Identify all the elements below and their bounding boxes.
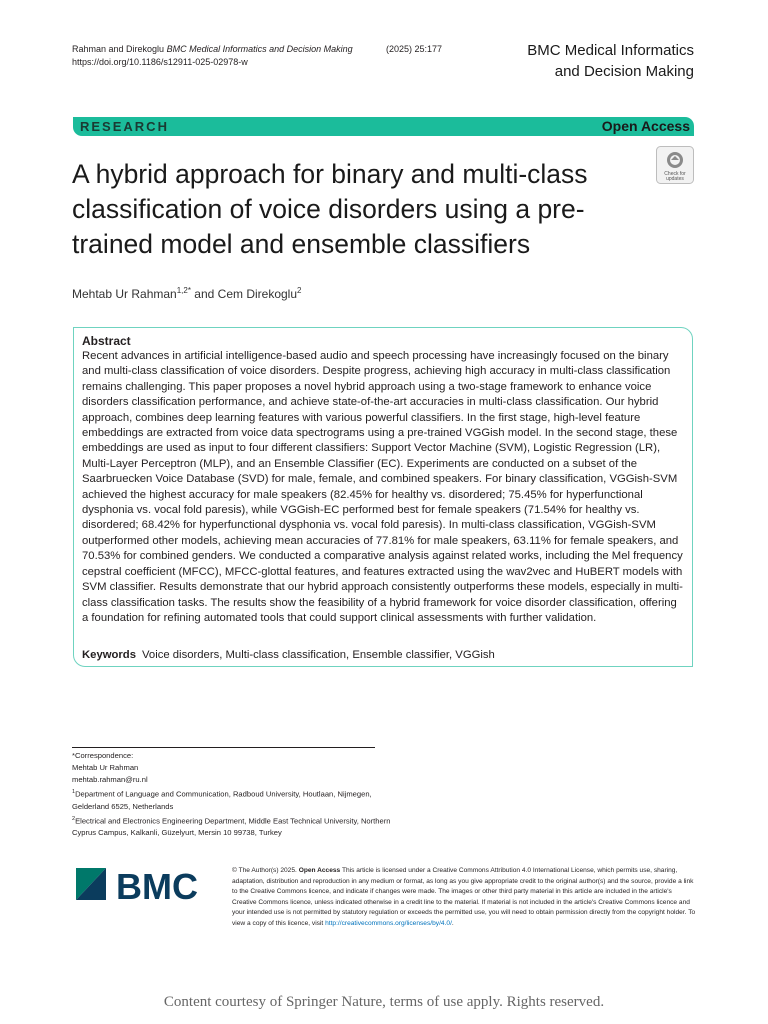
running-header xyxy=(72,43,353,69)
correspondence-name: Mehtab Ur Rahman xyxy=(72,763,139,772)
header-authors: Rahman and Direkoglu xyxy=(72,44,165,54)
section-label: RESEARCH xyxy=(80,119,169,134)
journal-name xyxy=(474,40,694,82)
license-prefix: © The Author(s) 2025. xyxy=(232,867,299,874)
author-2-affiliation: 2 xyxy=(297,286,302,295)
keywords-list: Voice disorders, Multi-class classification, Ensemble classifier, VGGish xyxy=(142,649,495,661)
open-access-label: Open Access xyxy=(601,118,690,134)
footnotes xyxy=(72,750,392,839)
license-open-access: Open Access xyxy=(298,867,341,874)
journal-name-line1: BMC Medical Informatics xyxy=(527,42,694,59)
journal-name-line2: and Decision Making xyxy=(554,63,694,80)
affiliation-2 xyxy=(72,813,392,840)
license-body: This article is licensed under a Creative Commons Attribution 4.0 International License, which permits use, sharing, adaptation, distribution and reproduction in any medium or format, as long as you give appropriate credit to the original author(s) and the source, provide a link to the Creative Commons licence, and indicate if changes were made. The images or other third party material in this article are included in the article's Creative Commons licence, unless indicated otherwise in a credit line to the material. If material is not included in the article's Creative Commons licence and your intended use is not permitted by statutory regulation or exceeds the permitted use, you will need to obtain permission directly from the copyright holder. To view a copy of this licence, visit xyxy=(232,867,696,927)
correspondence-label: *Correspondence: xyxy=(72,751,134,760)
check-updates-icon xyxy=(656,146,694,184)
keywords xyxy=(82,648,684,663)
courtesy-notice: Content courtesy of Springer Nature, terms of use apply. Rights reserved. xyxy=(163,994,605,1010)
check-for-updates-badge[interactable] xyxy=(656,146,694,184)
header-doi[interactable]: https://doi.org/10.1186/s12911-025-02978-w xyxy=(72,57,248,67)
bmc-logo-text: BMC xyxy=(116,866,198,906)
header-journal: BMC Medical Informatics and Decision Making xyxy=(166,44,353,54)
author-1-affiliation: 1,2* xyxy=(176,286,191,295)
author-1: Mehtab Ur Rahman xyxy=(72,287,177,301)
keywords-label: Keywords xyxy=(82,649,136,661)
affiliation-1-text: Department of Language and Communication, Radboud University, Houtlaan, Nijmegen, Gelderland 6525, Netherlands xyxy=(72,789,372,811)
check-updates-line1: Check for xyxy=(664,171,686,177)
affiliation-2-number: 2 xyxy=(72,815,76,822)
license-text xyxy=(232,866,697,929)
abstract-heading: Abstract xyxy=(82,334,131,348)
abstract-body: Recent advances in artificial intelligence-based audio and speech processing have increasingly focused on the binary and multi-class classification of voice disorders. Despite progress, achieving high accuracy in multi-class classification remains challenging. This paper proposes a novel hybrid approach using a two-stage framework to enhance voice disorders classification performance, and achieve state-of-the-art accuracies in multi-class classification. Our hybrid approach, combines deep learning features with various powerful classifiers. In the first stage, high-level feature embeddings are extracted from voice data spectrograms using a pre-trained VGGish model. In the second stage, these embeddings are used as input to four different classifiers: Support Vector Machine (SVM), Logistic Regression (LR), Multi-Layer Perceptron (MLP), and an Ensemble Classifier (EC). Experiments are conducted on a subset of the Saarbruecken Voice Database (SVD) for male, female, and combined speakers. For binary classification, VGGish-SVM achieved the highest accuracy for male speakers (82.45% for healthy vs. disordered; 75.45% for hyperfunctional dysphonia vs. vocal fold paresis), while VGGish-EC performed best for female speakers (71.54% for healthy vs. disordered; 68.42% for hyperfunctional dysphonia vs. vocal fold paresis). In multi-class classification, VGGish-SVM outperformed other models, achieving mean accuracies of 77.81% for male speakers, 63.11% for female speakers, and 70.53% for combined genders. We conducted a comparative analysis against related works, including the Mel frequency cepstral coefficient (MFCC), MFCC-glottal features, and features extracted using the wav2vec and HuBERT models with SVM classifier. Results demonstrate that our hybrid approach consistently outperforms these models, especially in multi-class classification tasks. The results show the feasibility of a hybrid framework for voice disorder classification, offering a foundation for refining automated tools that could support clinical assessments with further validation. xyxy=(82,350,683,624)
author-2: Cem Direkoglu xyxy=(217,287,298,301)
check-updates-line2: updates xyxy=(666,176,684,182)
license-suffix: . xyxy=(451,919,454,927)
footnote-divider xyxy=(72,747,375,748)
affiliation-1-number: 1 xyxy=(72,789,76,795)
bmc-logo xyxy=(76,866,216,906)
author-connector: and xyxy=(190,287,218,301)
bmc-logo-icon xyxy=(76,866,216,906)
author-list xyxy=(72,283,301,302)
correspondence-email[interactable]: mehtab.rahman@ru.nl xyxy=(72,775,148,784)
license-link[interactable]: http://creativecommons.org/licenses/by/4.0/ xyxy=(325,919,452,927)
header-year-volume: (2025) 25:177 xyxy=(386,44,443,54)
affiliation-2-text: Electrical and Electronics Engineering Department, Middle East Technical University, Northern Cyprus Campus, Kalkanli, Güzelyurt, Mersin 10 99738, Turkey xyxy=(72,816,391,838)
article-title: A hybrid approach for binary and multi-class classification of voice disorders using a pre-trained model and ensemble classifiers xyxy=(72,159,588,259)
affiliation-1 xyxy=(72,786,392,813)
